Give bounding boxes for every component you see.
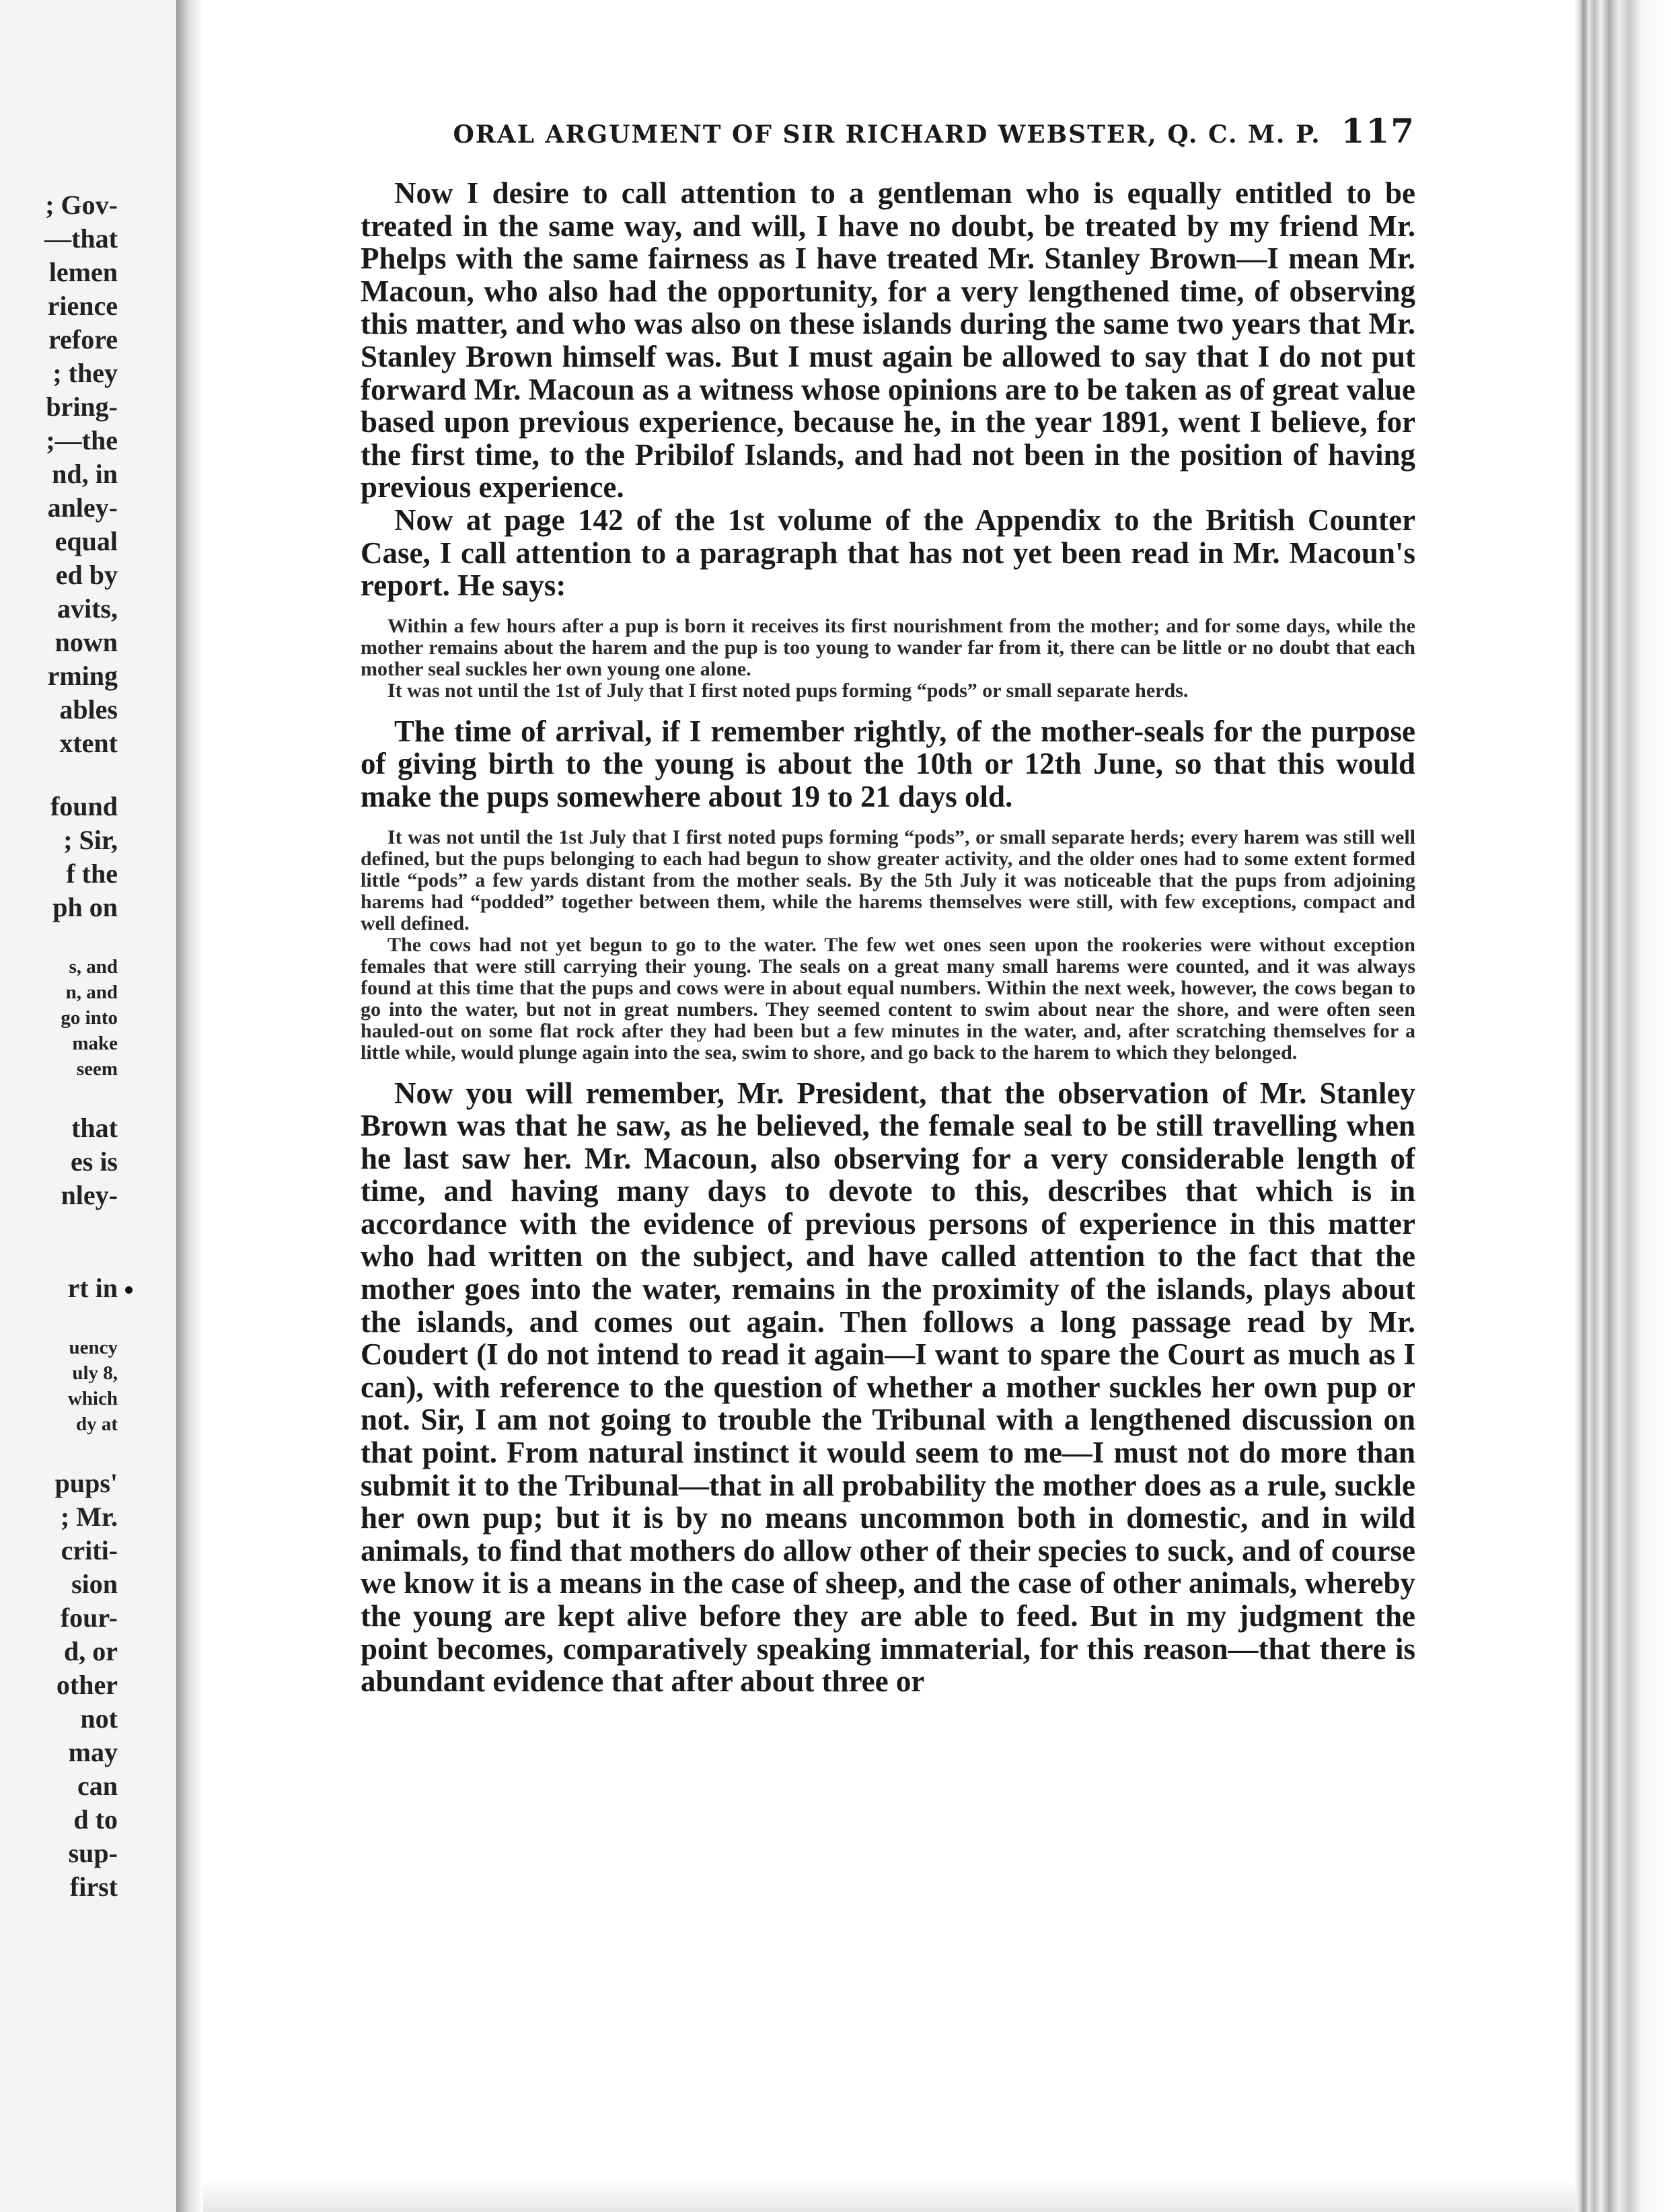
fragment-line: dy at <box>75 1413 118 1435</box>
fragment-line: other <box>56 1670 118 1700</box>
fragment-line: ph on <box>52 892 118 922</box>
fragment-line: found <box>50 791 118 821</box>
fragment-line: first <box>69 1872 118 1902</box>
fragment-line: ; Mr. <box>60 1502 118 1532</box>
page-stack-edge <box>1574 0 1671 2212</box>
fragment-line: —that <box>44 223 118 254</box>
fragment-line: d, or <box>64 1636 118 1666</box>
fragment-line: criti- <box>61 1535 118 1565</box>
fragment-line: nd, in <box>52 459 118 489</box>
fragment-line: nown <box>54 627 118 657</box>
fragment-line: ; Gov- <box>45 190 118 220</box>
fragment-line: may <box>68 1737 118 1767</box>
gutter-shadow <box>176 0 203 2212</box>
fragment-line: seem <box>76 1058 118 1080</box>
fragment-line: d to <box>73 1804 118 1835</box>
fragment-line: equal <box>54 526 118 556</box>
facing-page-text-fragments <box>0 188 118 1971</box>
page-content <box>361 111 1415 2075</box>
fragment-line: lemen <box>48 257 118 287</box>
running-header <box>361 111 1415 165</box>
fragment-line: go into <box>61 1007 118 1029</box>
fragment-line: which <box>67 1388 118 1409</box>
fragment-line: rt in <box>67 1273 118 1303</box>
fragment-line: rience <box>47 291 118 321</box>
fragment-line: pups' <box>54 1468 118 1498</box>
fragment-line: that <box>71 1113 118 1143</box>
fragment-line: sion <box>71 1569 118 1599</box>
fragment-line: ables <box>59 694 118 725</box>
page-number: 117 <box>1341 111 1415 151</box>
fragment-line: nley- <box>61 1180 118 1210</box>
block-quote <box>361 827 1415 1064</box>
fragment-line: uly 8, <box>72 1362 118 1384</box>
fragment-line: ; they <box>52 358 118 388</box>
block-quote <box>361 616 1415 702</box>
fragment-line: rming <box>47 661 118 691</box>
body-paragraph: Now at page 142 of the 1st volume of the Appendix to the British Counter Case, I call attention to a paragraph that has not yet been read in Mr. Macoun's report. He says: <box>361 503 1415 603</box>
fragment-line: f the <box>66 858 118 889</box>
fragment-line: can <box>77 1771 118 1801</box>
body-paragraph: Now I desire to call attention to a gentleman who is equally entitled to be treated in the same way, and will, I have no doubt, be treated by my friend Mr. Phelps with the same fairness as I have treated Mr. Stanley Brown—I mean Mr. Macoun, who also had the opportunity, for a very lengthened time, of observing this matter, and who was also on these islands during the same two years that Mr. Stanley Brown himself was. But I must again be allowed to say that I do not put forward Mr. Macoun as a witness whose opinions are to be taken as of great value based upon previous experience, because he, in the year 1891, went I believe, for the first time, to the Pribilof Islands, and had not been in the position of having previous experience. <box>361 176 1415 505</box>
fragment-line: anley- <box>47 492 118 523</box>
fragment-line: xtent <box>59 728 118 758</box>
fragment-line: refore <box>48 324 118 355</box>
fragment-line: s, and <box>69 956 118 978</box>
fragment-line: not <box>80 1703 118 1734</box>
quote-paragraph: It was not until the 1st July that I first noted pups forming “pods”, or small separate herds; every harem was still well defined, but the pups belonging to each had begun to show greater activity, and the older ones had to some extent formed little “pods” a few yards distant from the mother seals. By the 5th July it was noticeable that the pups from adjoining harems had “podded” together between them, while the harems themselves were still, with few exceptions, compact and well defined. <box>361 825 1415 934</box>
fragment-line: four- <box>60 1602 118 1633</box>
body-paragraph: The time of arrival, if I remember rightly, of the mother-seals for the purpose of giving birth to the young is about the 10th or 12th June, so that this would make the pups somewhere about 19 to 21 days old. <box>361 714 1415 813</box>
fragment-line: ;—the <box>46 425 118 455</box>
fragment-line: n, and <box>65 982 118 1003</box>
quote-paragraph: Within a few hours after a pup is born it receives its first nourishment from the mother; and for some days, while the mother remains about the harem and the pup is too young to wander far from it, there can be little or no doubt that each mother seal suckles her own young one alone. <box>361 614 1415 680</box>
quote-paragraph: The cows had not yet begun to go to the water. The few wet ones seen upon the rookeries were without exception females that were still carrying their young. The seals on a great many small harems were counted, and it was always found at this time that the pups and cows were in about equal numbers. Within the next week, however, the cows began to go into the water, but not in great numbers. They seemed content to swim about near the shore, and were often seen hauled-out on some flat rock after they had been but a few minutes in the water, and, after scratching themselves for a little while, would plunge again into the sea, swim to shore, and go back to the harem to which they belonged. <box>361 933 1415 1064</box>
fragment-line: ; Sir, <box>63 825 118 855</box>
fragment-line: bring- <box>46 392 118 422</box>
fragment-line: ed by <box>55 560 118 590</box>
fragment-line: uency <box>69 1337 118 1358</box>
ink-dot <box>125 1286 133 1294</box>
fragment-line: sup- <box>68 1838 118 1868</box>
fragment-line: avits, <box>57 593 118 624</box>
fragment-line: es is <box>71 1146 118 1177</box>
quote-paragraph: It was not until the 1st of July that I first noted pups forming “pods” or small separate herds. <box>387 679 1189 702</box>
running-title: ORAL ARGUMENT OF SIR RICHARD WEBSTER, Q. C. M. P. <box>453 120 1321 149</box>
body-paragraph: Now you will remember, Mr. President, that the observation of Mr. Stanley Brown was that he saw, as he believed, the female seal to be still travelling when he last saw her. Mr. Macoun, also observing for a very considerable length of time, and having many days to devote to this, describes that which is in accordance with the evidence of previous persons of experience in this matter who had written on the subject, and have called attention to the fact that the mother goes into the water, remains in the proximity of the islands, plays about the islands, and comes out again. Then follows a long passage read by Mr. Coudert (I do not intend to read it again—I want to spare the Court as much as I can), with reference to the question of whether a mother suckles her own pup or not. Sir, I am not going to trouble the Tribunal with a lengthened discussion on that point. From natural instinct it would seem to me—I must not do more than submit it to the Tribunal—that in all probability the mother does as a rule, suckle her own pup; but it is by no means uncommon both in domestic, and in wild animals, to find that mothers do allow other of their species to suck, and of course we know it is a means in the case of sheep, and the case of other animals, whereby the young are kept alive before they are able to feed. But in my judgment the point becomes, comparatively speaking immaterial, for this reason—that there is abundant evidence that after about three or <box>361 1076 1415 1699</box>
fragment-line: make <box>72 1033 118 1054</box>
page-bottom-edge <box>203 2180 1575 2212</box>
